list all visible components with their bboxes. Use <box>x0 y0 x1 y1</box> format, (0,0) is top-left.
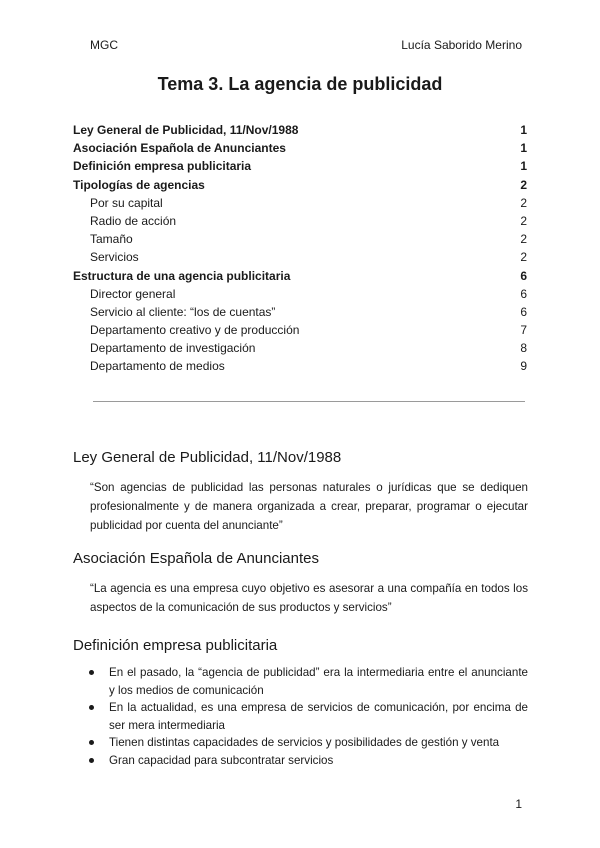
toc-item-definicion[interactable] <box>73 157 527 175</box>
section-definicion <box>73 637 528 769</box>
toc-item-estructura[interactable] <box>73 267 527 285</box>
bullet-icon <box>89 670 94 675</box>
bullet-icon <box>89 705 94 710</box>
toc-item-page: 6 <box>520 286 527 301</box>
toc-item-page: 6 <box>520 268 527 283</box>
toc-item-page: 1 <box>520 123 527 137</box>
toc-item-label: Servicios <box>90 250 139 265</box>
page-number: 1 <box>515 797 522 811</box>
toc-item-tipologias[interactable] <box>73 176 527 194</box>
toc-item-page: 2 <box>520 213 527 228</box>
list-item-text: En la actualidad, es una empresa de servicios de comunicación, por encima de ser mera intermediaria <box>109 701 528 732</box>
section-quote: “Son agencias de publicidad las personas naturales o jurídicas que se dediquen profesionalmente y de manera organizada a crear, preparar, programar o ejecutar publicidad por cuenta del anunciante” <box>90 481 528 532</box>
toc-item-ley[interactable] <box>73 121 527 139</box>
toc-item-asociacion[interactable] <box>73 139 527 157</box>
toc-item-page: 1 <box>520 159 527 174</box>
toc-item-radio[interactable] <box>73 212 527 230</box>
toc-item-medios[interactable] <box>73 357 527 375</box>
toc-item-label: Ley General de Publicidad, 11/Nov/1988 <box>73 123 299 137</box>
list-item <box>73 752 528 770</box>
document-title: Tema 3. La agencia de publicidad <box>157 74 443 94</box>
section-heading: Ley General de Publicidad, 11/Nov/1988 <box>73 449 342 466</box>
toc-item-tamano[interactable] <box>73 230 527 248</box>
section-quote: “La agencia es una empresa cuyo objetivo es asesorar a una compañía en todos los aspectos de la comunicación de sus productos y servicios” <box>90 582 528 614</box>
toc-item-label: Director general <box>90 286 176 301</box>
section-heading: Asociación Española de Anunciantes <box>73 550 320 567</box>
toc-item-page: 2 <box>520 177 527 192</box>
toc-item-page: 2 <box>520 250 527 265</box>
toc-item-page: 9 <box>520 359 527 374</box>
toc-item-page: 8 <box>520 341 527 356</box>
list-item-text: Tienen distintas capacidades de servicios y posibilidades de gestión y venta <box>109 736 500 749</box>
list-item-text: Gran capacidad para subcontratar servicios <box>109 753 334 767</box>
toc-item-page: 6 <box>520 304 527 319</box>
toc-item-label: Estructura de una agencia publicitaria <box>73 268 291 283</box>
toc-item-label: Departamento de investigación <box>90 341 256 356</box>
toc-item-page: 1 <box>520 141 527 156</box>
section-divider <box>93 401 525 402</box>
header-author: Lucía Saborido Merino <box>401 38 522 52</box>
toc-item-investigacion[interactable] <box>73 339 527 357</box>
list-item <box>73 734 528 752</box>
toc-item-label: Tamaño <box>90 232 133 247</box>
toc-item-page: 7 <box>520 323 527 338</box>
bullet-icon <box>89 740 94 745</box>
toc-item-label: Por su capital <box>90 195 163 210</box>
section-ley-general <box>73 449 528 535</box>
toc-item-label: Tipologías de agencias <box>73 177 205 192</box>
toc-item-capital[interactable] <box>73 194 527 212</box>
list-item <box>73 664 528 699</box>
toc-item-director[interactable] <box>73 285 527 303</box>
toc-item-label: Radio de acción <box>90 213 177 228</box>
bullet-icon <box>89 758 94 763</box>
list-item <box>73 699 528 734</box>
section-heading: Definición empresa publicitaria <box>73 637 278 654</box>
toc-item-label: Departamento de medios <box>90 359 225 374</box>
toc-item-servicios[interactable] <box>73 248 527 266</box>
toc-item-label: Definición empresa publicitaria <box>73 159 252 174</box>
toc-item-label: Asociación Española de Anunciantes <box>73 141 286 156</box>
toc-item-label: Servicio al cliente: “los de cuentas” <box>90 304 276 319</box>
toc-item-page: 2 <box>520 232 527 247</box>
bullet-list <box>73 664 528 769</box>
list-item-text: En el pasado, la “agencia de publicidad” era la intermediaria entre el anunciante y los medios de comunicación <box>109 666 528 697</box>
toc-item-servicio-cliente[interactable] <box>73 303 527 321</box>
toc-item-creativo[interactable] <box>73 321 527 339</box>
toc-item-label: Departamento creativo y de producción <box>90 323 300 338</box>
section-asociacion <box>73 550 528 617</box>
header-course: MGC <box>90 38 118 52</box>
toc-item-page: 2 <box>520 195 527 210</box>
table-of-contents <box>73 121 527 376</box>
